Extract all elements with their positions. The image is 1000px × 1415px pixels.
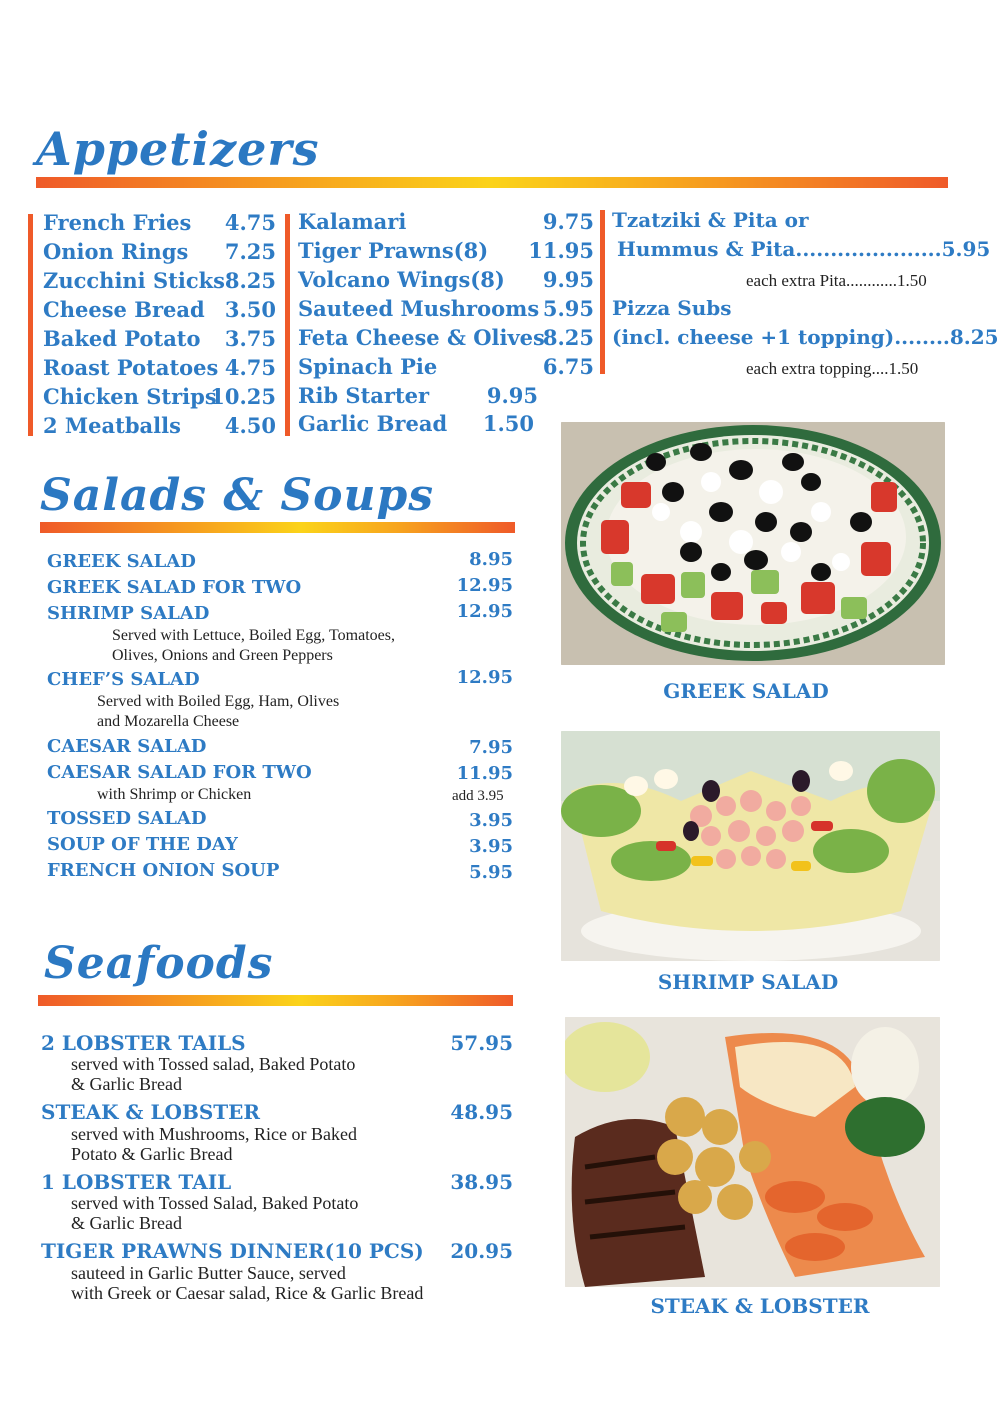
menu-item-price: 11.95 <box>456 763 513 784</box>
menu-item-name: CAESAR SALAD <box>47 736 207 757</box>
seafoods-divider <box>38 995 513 1006</box>
menu-item-name: Zucchini Sticks <box>43 268 225 293</box>
appetizers-col3-marker <box>600 210 605 374</box>
menu-item-name: CAESAR SALAD FOR TWO <box>47 762 312 783</box>
menu-item-name: Kalamari <box>298 209 407 234</box>
menu-item-price: 20.95 <box>450 1239 513 1263</box>
steak-lobster-photo <box>565 1017 940 1287</box>
menu-item-price: 9.75 <box>542 209 594 234</box>
menu-item-price: 9.95 <box>486 383 538 408</box>
greek-salad-caption: GREEK SALAD <box>663 679 829 703</box>
menu-item-name: Rib Starter <box>298 383 430 408</box>
menu-item-price: 12.95 <box>456 667 513 688</box>
menu-item-description: served with Mushrooms, Rice or Baked <box>71 1124 357 1144</box>
menu-item-price: 4.50 <box>224 413 276 438</box>
menu-item-price: 57.95 <box>450 1031 513 1055</box>
menu-item-name: SHRIMP SALAD <box>47 603 210 624</box>
shrimp-salad-illustration <box>561 731 940 961</box>
menu-item-description: Served with Lettuce, Boiled Egg, Tomatoes, <box>112 627 395 644</box>
menu-item-description: with Greek or Caesar salad, Rice & Garlic Bread <box>71 1283 424 1303</box>
menu-item-price: 3.75 <box>224 326 276 351</box>
menu-item-price: 7.25 <box>224 239 276 264</box>
menu-item-name: French Fries <box>43 210 192 235</box>
menu-item-price: 4.75 <box>224 355 276 380</box>
menu-item-description: and Mozarella Cheese <box>97 713 240 730</box>
salads-divider <box>40 522 515 533</box>
appetizers-title: Appetizers <box>36 122 320 176</box>
menu-item-price: 9.95 <box>542 267 594 292</box>
menu-item-name: 1 LOBSTER TAIL <box>41 1170 232 1194</box>
menu-item-name: Pizza Subs <box>612 296 732 320</box>
greek-salad-illustration <box>561 422 945 665</box>
shrimp-salad-caption: SHRIMP SALAD <box>657 970 839 994</box>
menu-item-name: Volcano Wings(8) <box>298 267 505 292</box>
menu-item-name: 2 Meatballs <box>43 413 181 438</box>
menu-item-price: 8.25 <box>542 325 594 350</box>
menu-item-price: 8.25 <box>224 268 276 293</box>
menu-item-name: Baked Potato <box>43 326 201 351</box>
menu-item-name: GREEK SALAD FOR TWO <box>47 577 302 598</box>
menu-item-name: 2 LOBSTER TAILS <box>41 1031 246 1055</box>
menu-item-price: 7.95 <box>469 737 513 758</box>
menu-item-name: Roast Potatoes <box>43 355 219 380</box>
greek-salad-photo <box>561 422 945 665</box>
shrimp-salad-photo <box>561 731 940 961</box>
menu-item-name: (incl. cheese +1 topping)........8.25 <box>612 325 999 349</box>
menu-item-price: 3.95 <box>469 836 513 857</box>
menu-item-price: 1.50 <box>482 411 534 436</box>
menu-item-name: SOUP OF THE DAY <box>47 834 238 855</box>
menu-item-price: 5.95 <box>542 296 594 321</box>
menu-item-name: Chicken Strips <box>43 384 217 409</box>
menu-item-price: 8.95 <box>469 549 513 570</box>
menu-item-name: Garlic Bread <box>298 411 448 436</box>
menu-item-price: 6.75 <box>542 354 594 379</box>
menu-item-price: 3.50 <box>224 297 276 322</box>
menu-item-price: 5.95 <box>469 862 513 883</box>
menu-item-name: CHEF’S SALAD <box>47 669 200 690</box>
menu-item-name: TIGER PRAWNS DINNER(10 PCS) <box>41 1239 424 1263</box>
menu-item-price: 38.95 <box>450 1170 513 1194</box>
appetizers-col2-marker <box>285 214 290 436</box>
seafoods-title: Seafoods <box>44 938 274 989</box>
menu-item-name: Onion Rings <box>43 239 189 264</box>
steak-lobster-caption: STEAK & LOBSTER <box>650 1294 870 1318</box>
menu-item-note: each extra topping....1.50 <box>746 359 919 378</box>
menu-item-price: 11.95 <box>528 238 594 263</box>
menu-item-description: & Garlic Bread <box>71 1213 182 1233</box>
menu-item-description: & Garlic Bread <box>71 1074 182 1094</box>
menu-item-price: 10.25 <box>210 384 276 409</box>
menu-item-description: served with Tossed salad, Baked Potato <box>71 1054 356 1074</box>
menu-item-description: served with Tossed Salad, Baked Potato <box>71 1193 359 1213</box>
menu-item-extra-price: add 3.95 <box>452 788 504 804</box>
steak-lobster-illustration <box>565 1017 940 1287</box>
menu-item-description: with Shrimp or Chicken <box>97 786 252 803</box>
menu-item-price: 4.75 <box>224 210 276 235</box>
menu-item-name: Cheese Bread <box>43 297 205 322</box>
menu-item-name: GREEK SALAD <box>47 551 196 572</box>
menu-item-description: Potato & Garlic Bread <box>71 1144 233 1164</box>
appetizers-divider <box>36 177 948 188</box>
appetizers-col1-marker <box>28 214 33 436</box>
menu-item-price: 12.95 <box>456 575 513 596</box>
menu-item-name: TOSSED SALAD <box>47 808 207 829</box>
menu-item-price: 12.95 <box>456 601 513 622</box>
menu-item-name: Tiger Prawns(8) <box>298 238 489 263</box>
menu-item-note: each extra Pita............1.50 <box>746 271 927 290</box>
menu-item-description: Served with Boiled Egg, Ham, Olives <box>97 693 340 710</box>
menu-item-price: 48.95 <box>450 1100 513 1124</box>
menu-item-name: STEAK & LOBSTER <box>41 1100 261 1124</box>
menu-item-name: Sauteed Mushrooms <box>298 296 540 321</box>
menu-item-name: Hummus & Pita.....................5.95 <box>617 237 991 261</box>
menu-item-name: Tzatziki & Pita or <box>612 208 809 232</box>
menu-item-description: sauteed in Garlic Butter Sauce, served <box>71 1263 346 1283</box>
menu-item-name: Feta Cheese & Olives <box>298 325 545 350</box>
menu-item-name: FRENCH ONION SOUP <box>47 860 280 881</box>
menu-item-description: Olives, Onions and Green Peppers <box>112 647 333 664</box>
salads-title: Salads & Soups <box>40 470 435 521</box>
menu-item-name: Spinach Pie <box>298 354 438 379</box>
menu-item-price: 3.95 <box>469 810 513 831</box>
